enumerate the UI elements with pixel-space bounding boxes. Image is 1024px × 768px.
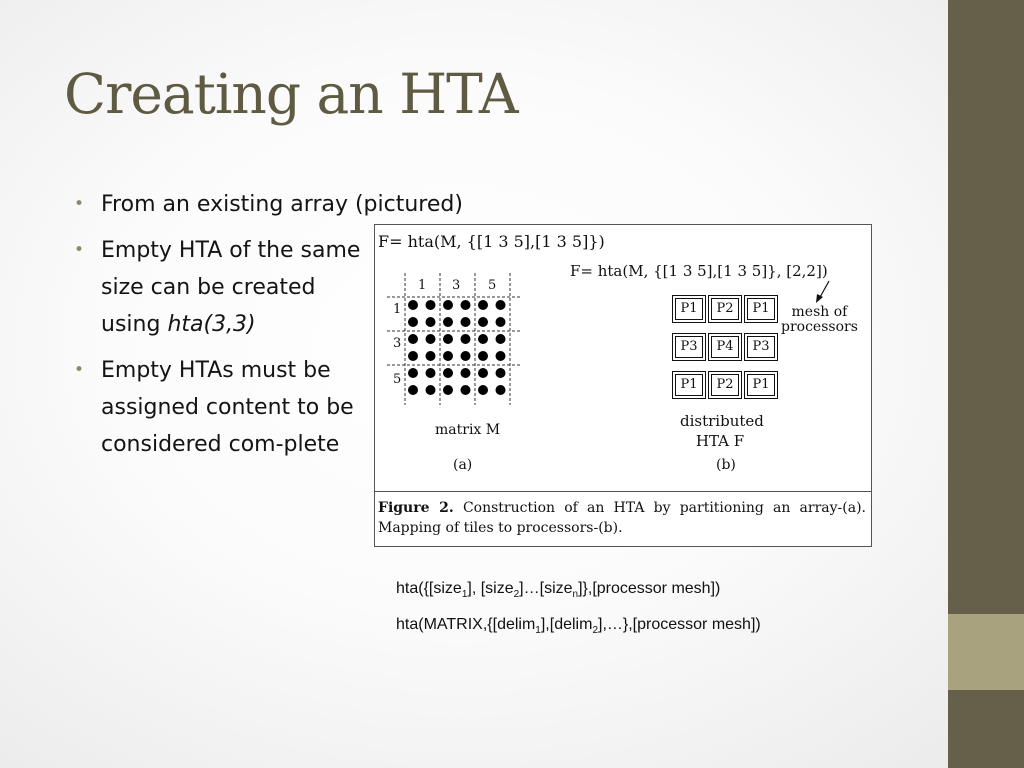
matrix-element [461,334,471,344]
syntax-line-1: hta({[size$_1$], [size$_2$]…[size$_n$]},[processor mesh]) [396,580,721,601]
matrix-element [461,300,471,310]
matrix-element [426,300,436,310]
mesh-cell: P2 [711,298,739,320]
matrix-diagram [385,273,525,409]
bullet-icon: • [74,360,85,380]
matrix-element [443,385,453,395]
figure-divider [375,491,871,492]
matrix-label: matrix M [435,422,501,438]
mesh-cell: P1 [747,374,775,396]
mesh-cell: P1 [675,374,703,396]
matrix-element [496,300,506,310]
matrix-element [461,351,471,361]
matrix-element [478,300,488,310]
panel-label-b: (b) [716,457,736,473]
matrix-element [496,368,506,378]
bullet-code: hta(3,3) [167,312,256,337]
mesh-cell: P4 [711,336,739,358]
matrix-element [426,351,436,361]
matrix-element [443,368,453,378]
mesh-cell: P3 [675,336,703,358]
bullet-text: From an existing array (pictured) [101,192,463,217]
matrix-element [408,334,418,344]
matrix-element [478,385,488,395]
matrix-row-label: 3 [393,336,402,351]
panel-label-a: (a) [453,457,473,473]
matrix-element [408,351,418,361]
matrix-element [443,334,453,344]
mesh-label-line-1: mesh of [791,304,848,320]
matrix-element [461,317,471,327]
matrix-element [443,317,453,327]
distributed-label-line-2: HTA F [695,432,745,450]
mesh-label-line-2: processors [781,319,858,335]
matrix-element [478,368,488,378]
bullet-icon: • [74,240,85,260]
matrix-element [426,317,436,327]
bullet-item [74,186,463,223]
bullet-item [74,352,381,463]
matrix-element [408,317,418,327]
matrix-col-label: 3 [452,278,461,293]
bullet-item [74,232,381,343]
matrix-col-label: 1 [418,278,427,293]
mesh-cell: P1 [675,298,703,320]
matrix-element [426,334,436,344]
matrix-row-label: 1 [393,302,402,317]
matrix-element [408,368,418,378]
matrix-element [496,317,506,327]
matrix-element [408,300,418,310]
mesh-cell: P2 [711,374,739,396]
figure-code-line-1: F= hta(M, {[1 3 5],[1 3 5]}) [378,232,605,251]
caption-label: Figure 2. [378,500,454,516]
matrix-element [443,351,453,361]
arrow-icon [805,277,835,307]
matrix-element [496,385,506,395]
matrix-element [408,385,418,395]
caption-text: Construction of an HTA by partitioning an array-(a). Mapping of tiles to processors-(b). [378,500,866,536]
mesh-label [781,305,858,335]
figure-caption [378,498,866,538]
matrix-col-label: 5 [488,278,497,293]
matrix-element [426,368,436,378]
figure-panel [374,224,872,547]
matrix-element [478,317,488,327]
syntax-block [396,574,761,646]
matrix-element [478,351,488,361]
matrix-element [461,368,471,378]
distributed-label [680,411,764,451]
bullet-icon: • [74,194,85,214]
sidebar-accent-block [948,614,1024,690]
matrix-row-label: 5 [393,372,402,387]
syntax-line-2: hta(MATRIX,{[delim$_1$],[delim$_2$],…},[processor mesh]) [396,616,761,637]
distributed-label-line-1: distributed [680,412,764,430]
matrix-element [426,385,436,395]
mesh-cell: P1 [747,298,775,320]
figure-code-line-2: F= hta(M, {[1 3 5],[1 3 5]}, [2,2]) [570,262,828,280]
matrix-element [461,385,471,395]
matrix-element [443,300,453,310]
bullet-text: Empty HTA of the same size can be created using [101,238,361,337]
mesh-cell: P3 [747,336,775,358]
matrix-element [496,334,506,344]
matrix-element [478,334,488,344]
bullet-text: Empty HTAs must be assigned content to be considered com-plete [101,358,354,457]
page-title: Creating an HTA [64,62,518,126]
matrix-element [496,351,506,361]
